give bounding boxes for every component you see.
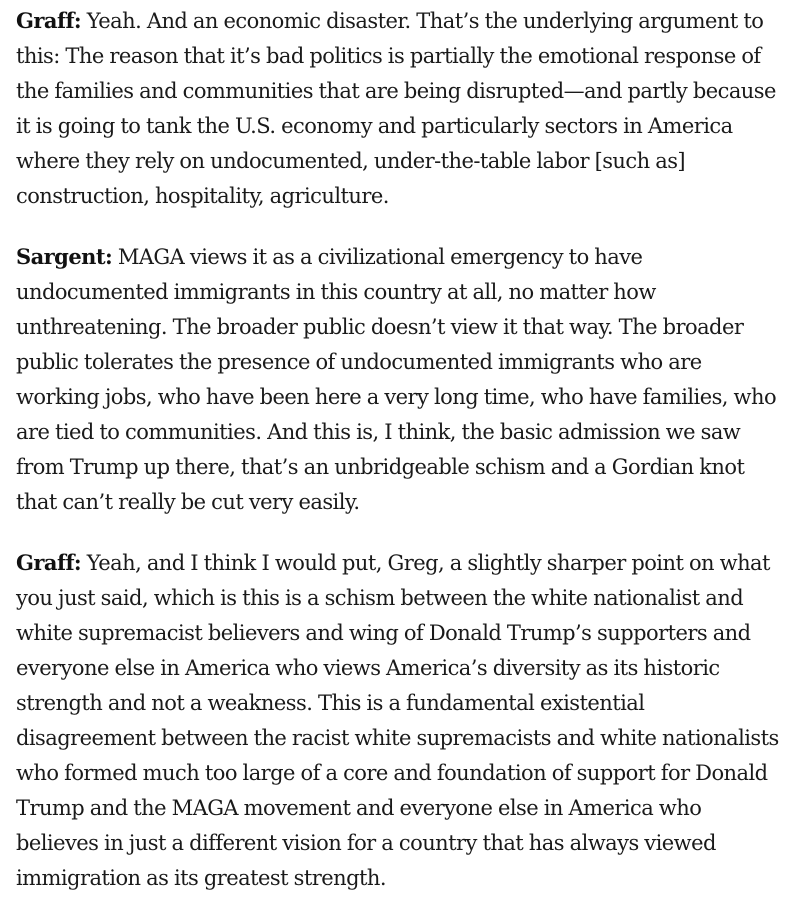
speaker-name: Sargent: xyxy=(16,244,113,269)
transcript-paragraph-graff-2 xyxy=(16,545,786,896)
paragraph-text: Yeah. And an economic disaster. That’s the underlying argument to this: The reason that it’s bad politics is partially the emotional response of the families and communities that are being disrupted—and partly because it is going to tank the U.S. economy and particularly sectors in America where they rely on undocumented, under-the-table labor [such as] construction, hospitality, agriculture. xyxy=(16,9,776,208)
transcript-paragraph-sargent xyxy=(16,239,786,520)
paragraph-text: MAGA views it as a civilizational emergency to have undocumented immigrants in this country at all, no matter how unthreatening. The broader public doesn’t view it that way. The broader public tolerates the presence of undocumented immigrants who are working jobs, who have been here a very long time, who have families, who are tied to communities. And this is, I think, the basic admission we saw from Trump up there, that’s an unbridgeable schism and a Gordian knot that can’t really be cut very easily. xyxy=(16,245,777,514)
transcript-paragraph-graff-1 xyxy=(16,3,786,214)
speaker-name: Graff: xyxy=(16,550,82,575)
speaker-name: Graff: xyxy=(16,8,82,33)
paragraph-text: Yeah, and I think I would put, Greg, a slightly sharper point on what you just said, which is this is a schism between the white nationalist and white supremacist believers and wing of Donald Trump’s supporters and everyone else in America who views America’s diversity as its historic strength and not a weakness. This is a fundamental existential disagreement between the racist white supremacists and white nationalists who formed much too large of a core and foundation of support for Donald Trump and the MAGA movement and everyone else in America who believes in just a different vision for a country that has always viewed immigration as its greatest strength. xyxy=(16,551,779,890)
